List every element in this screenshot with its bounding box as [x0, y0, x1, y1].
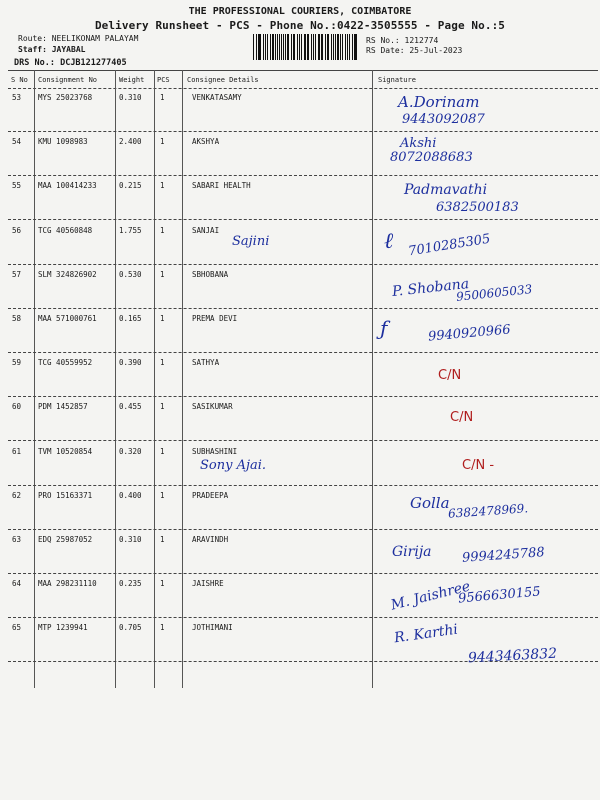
- handwritten-phone: 6382478969.: [447, 501, 529, 521]
- handwritten-phone: 9994245788: [461, 545, 546, 566]
- row-rule: [8, 175, 598, 176]
- handwritten-phone: 9443092087: [402, 112, 485, 127]
- cell-consignment-no: PDM 1452857: [38, 402, 88, 412]
- handwritten-phone: 7010285305: [407, 231, 492, 260]
- barcode-bar: [311, 34, 312, 60]
- cell-consignment-no: MAA 100414233: [38, 181, 97, 191]
- cancelled-mark: C/N: [438, 368, 462, 383]
- barcode-bar: [319, 34, 320, 60]
- cell-weight: 0.455: [119, 402, 142, 412]
- cell-pcs: 1: [160, 490, 165, 500]
- row-rule: [8, 573, 598, 574]
- cell-consignee: JAISHRE: [192, 579, 224, 589]
- barcode-bar: [275, 34, 276, 60]
- cell-sno: 55: [12, 181, 22, 191]
- row-rule: [8, 131, 598, 132]
- cell-pcs: 1: [160, 93, 165, 102]
- handwritten-name: Sajini: [232, 234, 270, 249]
- barcode-bar: [325, 34, 326, 60]
- cell-weight: 1.755: [119, 225, 142, 235]
- cell-consignee: SUBHASHINI: [192, 446, 238, 456]
- barcode-bar: [297, 34, 298, 60]
- barcode-bar: [294, 34, 295, 60]
- barcode-bar: [333, 34, 334, 60]
- row-rule: [8, 485, 598, 486]
- handwritten-signature: Golla: [410, 494, 450, 512]
- cell-consignment-no: PRO 15163371: [38, 490, 93, 500]
- cell-pcs: 1: [160, 402, 165, 412]
- cell-sno: 57: [12, 269, 22, 279]
- cancelled-mark: C/N -: [462, 458, 495, 473]
- barcode-bar: [335, 34, 336, 60]
- col-header-signature: Signature: [378, 76, 416, 84]
- cell-pcs: 1: [160, 446, 165, 456]
- cell-pcs: 1: [160, 579, 165, 589]
- barcode-bar: [287, 34, 289, 60]
- row-rule: [8, 440, 598, 441]
- rs-date-label: RS Date:: [366, 46, 405, 55]
- rs-date-value: 25-Jul-2023: [409, 46, 463, 55]
- cell-weight: 2.400: [119, 137, 142, 147]
- barcode-bar: [308, 34, 309, 60]
- barcode-bar: [267, 34, 268, 60]
- row-rule: [8, 396, 598, 397]
- row-rule: [8, 219, 598, 220]
- barcode-bar: [313, 34, 314, 60]
- handwritten-name: Sony Ajai.: [200, 458, 267, 473]
- handwritten-signature: Akshi: [400, 136, 437, 151]
- row-rule: [8, 617, 598, 618]
- barcode-bar: [354, 34, 355, 60]
- cell-weight: 0.390: [119, 358, 142, 368]
- barcode-bar: [281, 34, 282, 60]
- rs-date-line: [366, 46, 462, 55]
- cell-consignee: SASIKUMAR: [192, 402, 233, 412]
- barcode-bar: [307, 34, 308, 60]
- cell-consignee: PRADEEPA: [192, 490, 229, 500]
- barcode-bar: [340, 34, 341, 60]
- cell-consignment-no: SLM 324826902: [38, 269, 97, 279]
- barcode-bar: [349, 34, 350, 60]
- cell-sno: 65: [12, 623, 22, 633]
- cell-consignment-no: TVM 10520854: [38, 446, 93, 456]
- barcode-bar: [293, 34, 294, 60]
- staff-label: Staff:: [18, 45, 47, 54]
- cell-consignment-no: MYS 25023768: [38, 93, 93, 102]
- cell-weight: 0.705: [119, 623, 142, 633]
- row-rule: [8, 308, 598, 309]
- handwritten-signature: P. Shobana: [391, 276, 470, 300]
- handwritten-phone: 9940920966: [427, 322, 512, 345]
- cell-consignee: VENKATASAMY: [192, 93, 242, 102]
- barcode-bar: [352, 34, 353, 60]
- handwritten-signature: M. Jaishree: [389, 578, 472, 614]
- cell-sno: 63: [12, 535, 22, 544]
- barcode-bar: [253, 34, 254, 60]
- row-rule: [8, 529, 598, 530]
- staff-line: [18, 45, 85, 54]
- header-rule: [8, 88, 598, 89]
- cell-weight: 0.215: [119, 181, 142, 191]
- cell-sno: 54: [12, 137, 22, 147]
- runsheet-subtitle: Delivery Runsheet - PCS - Phone No.:0422-3505555 - Page No.:5: [94, 19, 506, 32]
- barcode-bar: [277, 34, 278, 60]
- barcode-bar: [328, 34, 329, 60]
- cell-pcs: 1: [160, 314, 165, 323]
- col-header-sno: S No: [11, 76, 28, 84]
- barcode-bar: [272, 34, 274, 60]
- cell-consignee: SBHOBANA: [192, 269, 229, 279]
- barcode-bar: [327, 34, 328, 60]
- cell-consignee: PREMA DEVI: [192, 314, 238, 323]
- rs-no-line: [366, 36, 438, 45]
- handwritten-phone: 6382500183: [436, 200, 519, 215]
- cell-sno: 60: [12, 402, 22, 412]
- barcode-bar: [318, 34, 319, 60]
- cell-sno: 53: [12, 93, 22, 102]
- cell-consignment-no: TCG 40559952: [38, 358, 93, 368]
- handwritten-signature-mark: ƒ: [380, 316, 388, 340]
- barcode-bar: [347, 34, 348, 60]
- cell-pcs: 1: [160, 358, 165, 368]
- cell-consignee: ARAVINDH: [192, 535, 229, 544]
- barcode-bar: [283, 34, 284, 60]
- cancelled-mark: C/N: [450, 410, 474, 425]
- barcode: [253, 34, 359, 60]
- barcode-bar: [331, 34, 332, 60]
- col-header-pcs: PCS: [157, 76, 170, 84]
- col-header-consignment: Consignment No: [38, 76, 98, 84]
- handwritten-signature: A.Dorinam: [398, 93, 480, 111]
- drs-line: [14, 58, 127, 68]
- barcode-bar: [299, 34, 300, 60]
- cell-consignee: SANJAI: [192, 225, 220, 235]
- barcode-bar: [265, 34, 266, 60]
- cell-pcs: 1: [160, 269, 165, 279]
- cell-consignee: AKSHYA: [192, 137, 220, 147]
- cell-sno: 62: [12, 490, 22, 500]
- handwritten-signature: R. Karthi: [393, 621, 459, 647]
- cell-pcs: 1: [160, 535, 165, 544]
- row-rule: [8, 352, 598, 353]
- cell-consignee: SATHYA: [192, 358, 220, 368]
- barcode-bar: [263, 34, 264, 60]
- col-header-weight: Weight: [119, 76, 145, 84]
- handwritten-phone: 9500605033: [455, 282, 533, 304]
- row-rule: [8, 264, 598, 265]
- table-top-rule: [8, 70, 598, 71]
- barcode-bar: [270, 34, 271, 60]
- barcode-bar: [258, 34, 259, 60]
- handwritten-phone: 9443463832: [467, 645, 558, 667]
- barcode-bar: [301, 34, 302, 60]
- cell-consignee: JOTHIMANI: [192, 623, 233, 633]
- barcode-bar: [345, 34, 346, 60]
- barcode-bar: [256, 34, 257, 60]
- barcode-bar: [279, 34, 280, 60]
- barcode-bar: [355, 34, 357, 60]
- cell-weight: 0.165: [119, 314, 142, 323]
- route-value: NEELIKONAM PALAYAM: [51, 34, 139, 43]
- cell-consignment-no: EDQ 25987052: [38, 535, 93, 544]
- cell-sno: 58: [12, 314, 22, 323]
- cell-pcs: 1: [160, 137, 165, 147]
- rs-no-label: RS No.:: [366, 36, 400, 45]
- handwritten-signature: Girija: [392, 544, 432, 560]
- cell-pcs: 1: [160, 623, 165, 633]
- drs-label: DRS No.:: [14, 58, 55, 68]
- cell-consignment-no: MTP 1239941: [38, 623, 88, 633]
- barcode-bar: [285, 34, 286, 60]
- cell-weight: 0.530: [119, 269, 142, 279]
- cell-weight: 0.310: [119, 93, 142, 102]
- barcode-bar: [259, 34, 261, 60]
- cell-sno: 61: [12, 446, 22, 456]
- cell-weight: 0.320: [119, 446, 142, 456]
- cell-consignment-no: MAA 571000761: [38, 314, 97, 323]
- cell-weight: 0.310: [119, 535, 142, 544]
- cell-sno: 56: [12, 225, 22, 235]
- col-header-consignee: Consignee Details: [187, 76, 259, 84]
- handwritten-phone: 8072088683: [390, 150, 473, 165]
- handwritten-signature-mark: ℓ: [384, 229, 394, 254]
- cell-sno: 64: [12, 579, 22, 589]
- drs-value: DCJB121277405: [60, 58, 127, 68]
- cell-pcs: 1: [160, 225, 165, 235]
- cell-sno: 59: [12, 358, 22, 368]
- company-title: THE PROFESSIONAL COURIERS, COIMBATORE: [188, 6, 412, 17]
- barcode-bar: [304, 34, 306, 60]
- rs-no-value: 1212774: [404, 36, 439, 45]
- cell-consignee: SABARI HEALTH: [192, 181, 251, 191]
- cell-weight: 0.400: [119, 490, 142, 500]
- staff-value: JAYABAL: [51, 45, 86, 54]
- cell-consignment-no: MAA 298231110: [38, 579, 97, 589]
- barcode-bar: [321, 34, 323, 60]
- barcode-bar: [291, 34, 292, 60]
- cell-weight: 0.235: [119, 579, 142, 589]
- barcode-bar: [342, 34, 343, 60]
- handwritten-signature: Padmavathi: [404, 182, 488, 198]
- handwritten-phone: 9566630155: [457, 584, 542, 607]
- cell-consignment-no: TCG 40560848: [38, 225, 93, 235]
- barcode-bar: [337, 34, 339, 60]
- barcode-bar: [315, 34, 316, 60]
- route-label: Route:: [18, 34, 47, 43]
- cell-pcs: 1: [160, 181, 165, 191]
- cell-consignment-no: KMU 1098983: [38, 137, 88, 147]
- route-line: [18, 34, 138, 43]
